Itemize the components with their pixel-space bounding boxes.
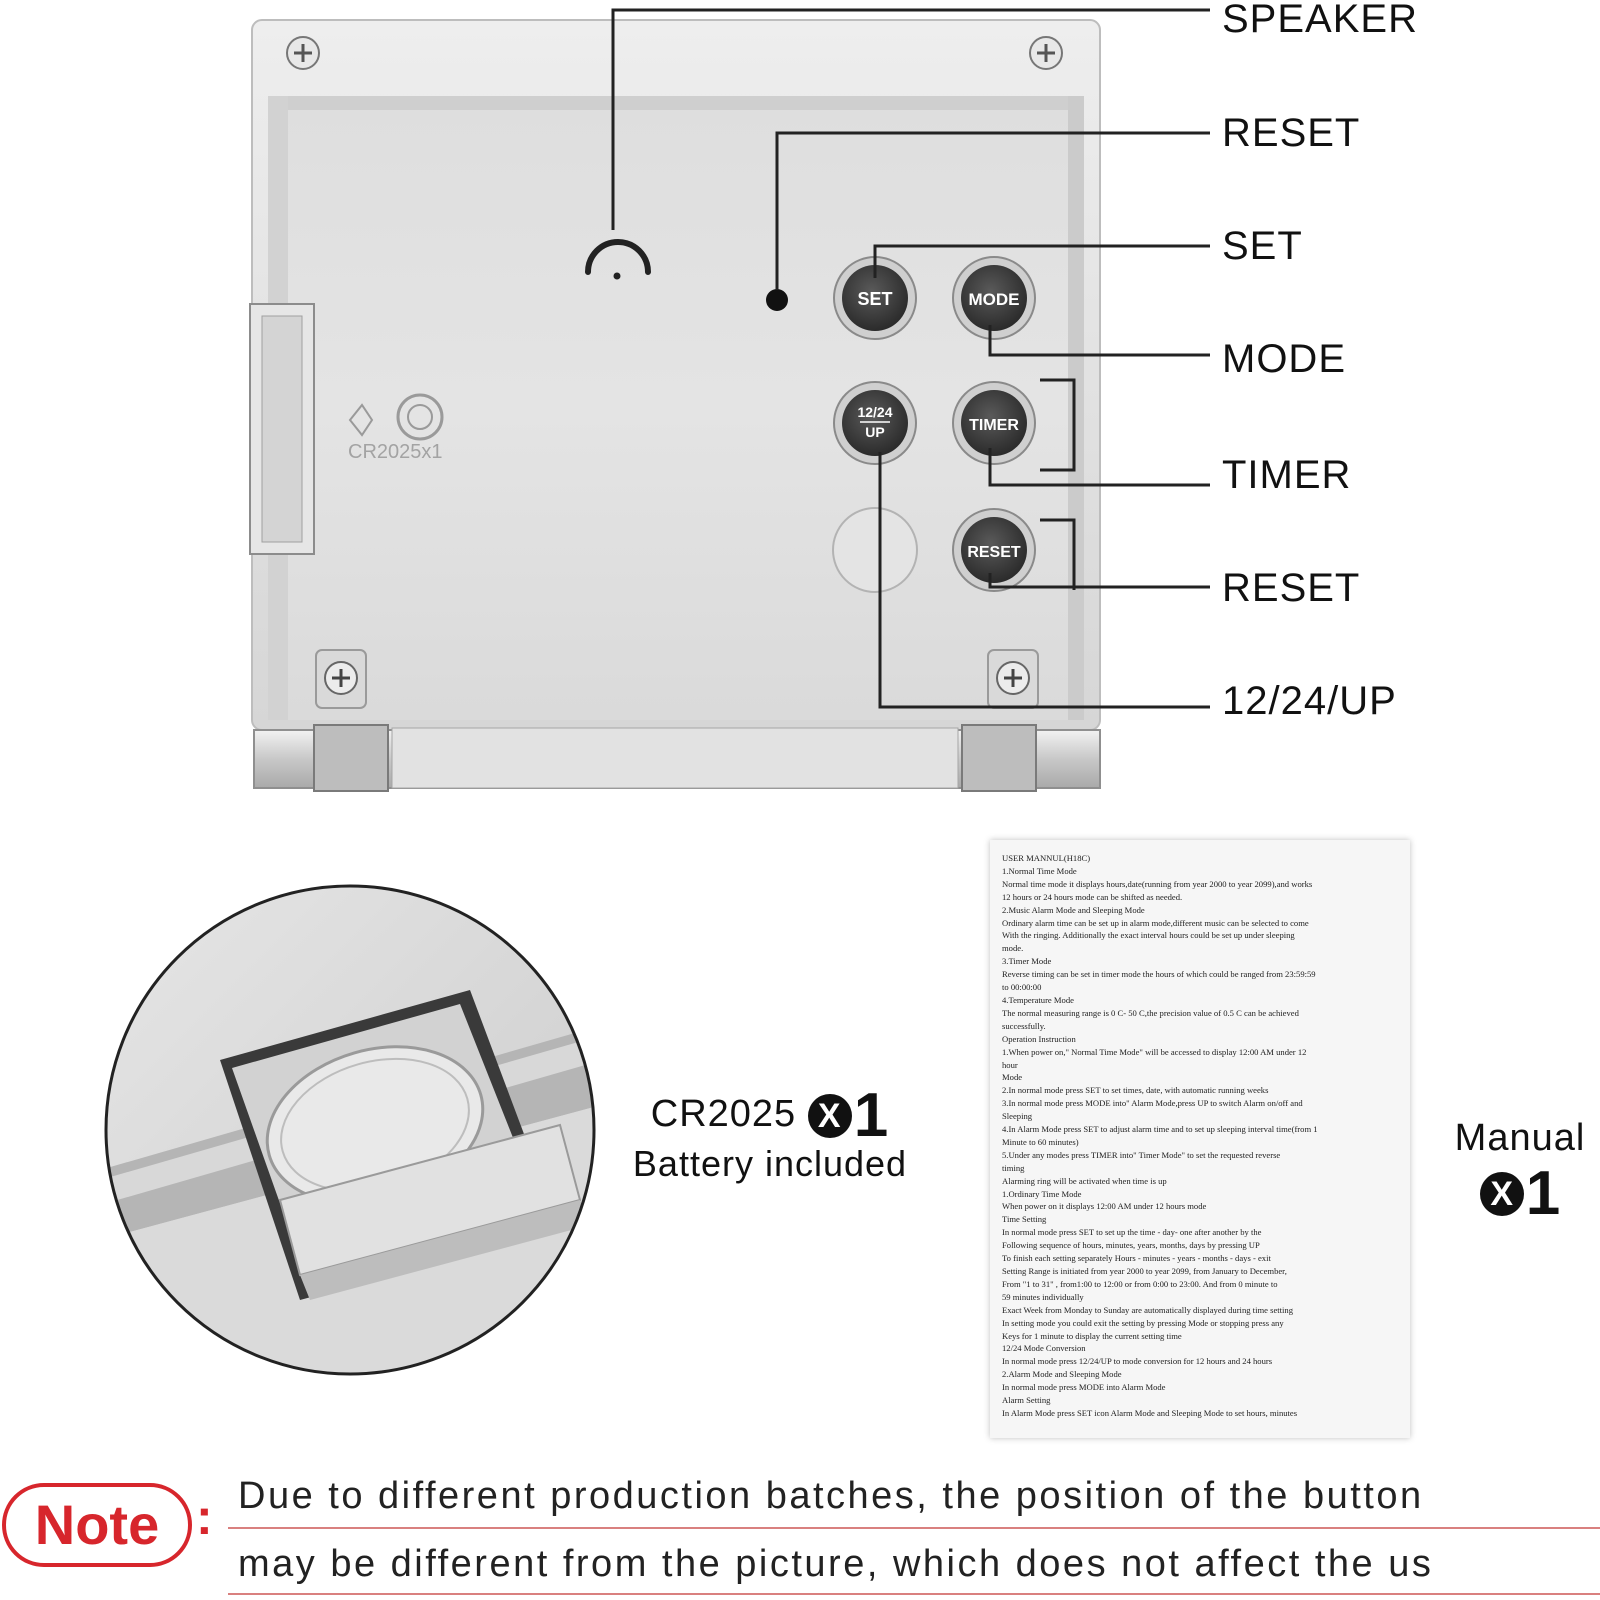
note-line-2: may be different from the picture, which does not affect the us [238,1543,1434,1585]
manual-text-line: 5.Under any modes press TIMER into" Timer Mode" to set the requested reverse [1002,1149,1281,1160]
manual-text-line: 4.Temperature Mode [1002,994,1074,1005]
set-button-label: SET [857,289,893,309]
battery-closeup [100,880,620,1400]
mode-button[interactable] [953,257,1035,339]
manual-text-line: 2.Alarm Mode and Sleeping Mode [1002,1369,1122,1380]
manual-text-line: Ordinary alarm time can be set up in alarm mode,different music can be selected to come [1002,917,1309,928]
manual-text-line: Time Setting [1002,1214,1047,1225]
reset-pinhole[interactable] [766,289,788,311]
multiply-icon: X [808,1094,852,1138]
note-underline [228,1527,1600,1529]
manual-text-line: Sleeping [1002,1111,1033,1122]
hinge [254,725,1100,791]
manual-text-line: Mode [1002,1072,1023,1083]
up-label: 12/24/UP [1222,679,1397,723]
battery-included-text: Battery included [632,1142,908,1184]
battery-caption [600,1080,940,1187]
note-section [0,1465,1600,1600]
manual-text-line: In normal mode press SET to set up the time - day- one after another by the [1002,1227,1262,1238]
user-manual-sheet [990,840,1410,1438]
manual-text-line: Reverse timing can be set in timer mode the hours of which could be ranged from 23:59:59 [1002,969,1316,980]
manual-text-line: 12/24 Mode Conversion [1002,1343,1086,1354]
manual-text-line: 3.Timer Mode [1002,956,1052,967]
reset-top-label: RESET [1222,111,1361,155]
reset-bottom-label: RESET [1222,566,1361,610]
screw-icon [316,650,366,708]
up-button-label-top: 12/24 [857,404,893,420]
reset-button[interactable] [953,509,1035,591]
manual-text-line: Keys for 1 minute to display the current setting time [1002,1330,1182,1341]
manual-text-line: To finish each setting separately Hours - minutes - years - months - days - exit [1002,1253,1271,1264]
timer-button-label: TIMER [969,417,1019,434]
manual-caption [1440,1115,1600,1228]
manual-text-line: In normal mode press 12/24/UP to mode conversion for 12 hours and 24 hours [1002,1356,1273,1367]
manual-text-line: 1.When power on," Normal Time Mode" will be accessed to display 12:00 AM under 12 [1002,1046,1307,1057]
manual-text-line: 1.Ordinary Time Mode [1002,1188,1082,1199]
mode-button-label: MODE [968,290,1020,309]
note-badge: Note [2,1483,192,1567]
manual-text-line: With the ringing. Additionally the exact interval hours could be set up under sleeping [1002,930,1295,941]
manual-count: X 1 [1480,1169,1560,1219]
manual-text-line: Operation Instruction [1002,1033,1076,1044]
manual-label: Manual [1454,1117,1586,1159]
manual-text-line: Alarming ring will be activated when time is up [1002,1175,1167,1186]
manual-text-line: The normal measuring range is 0 C- 50 C,the precision value of 0.5 C can be achieved [1002,1007,1299,1018]
manual-text-line: From "1 to 31" , from1:00 to 12:00 or from 0:00 to 23:00. And from 0 minute to [1002,1278,1278,1289]
manual-text-line: When power on it displays 12:00 AM under 12 hours mode [1002,1201,1207,1212]
battery-count: X 1 [808,1091,889,1141]
manual-text-line: Minute to 60 minutes) [1002,1136,1079,1147]
manual-text-line: Following sequence of hours, minutes, years, months, days by pressing UP [1002,1240,1260,1251]
manual-text-line: to 00:00:00 [1002,982,1042,993]
manual-text-line: Exact Week from Monday to Sunday are automatically displayed during time setting [1002,1304,1294,1315]
timer-button[interactable] [953,382,1035,464]
note-line-1: Due to different production batches, the position of the button [238,1475,1424,1517]
screw-icon [988,650,1038,708]
note-colon: : [196,1489,213,1545]
battery-model: CR2025 [650,1093,797,1135]
manual-text-line: 2.Music Alarm Mode and Sleeping Mode [1002,904,1145,915]
manual-text-line: In Alarm Mode press SET icon Alarm Mode and Sleeping Mode to set hours, minutes [1002,1407,1298,1418]
up-button[interactable] [834,382,916,464]
note-underline [228,1593,1600,1595]
manual-text-line: 12 hours or 24 hours mode can be shifted as needed. [1002,891,1183,902]
manual-text-line: hour [1002,1059,1018,1070]
manual-text-line: In normal mode press MODE into Alarm Mode [1002,1382,1166,1393]
battery-compartment-label: CR2025x1 [348,441,443,463]
screw-icon [287,37,319,69]
manual-text-line: timing [1002,1162,1025,1173]
mode-label: MODE [1222,337,1346,381]
manual-text-line: 4.In Alarm Mode press SET to adjust alarm time and to set up sleeping interval time(from 1 [1002,1124,1318,1135]
manual-text-line: 2.In normal mode press SET to set times, date, with automatic running weeks [1002,1085,1269,1096]
empty-button-slot [833,508,917,592]
multiply-icon: X [1480,1172,1524,1216]
manual-text-line: mode. [1002,943,1024,954]
manual-text-line: USER MANNUL(H18C) [1002,853,1091,863]
up-button-label-bottom: UP [865,424,885,440]
timer-label: TIMER [1222,453,1352,497]
manual-text-line: successfully. [1002,1020,1046,1031]
manual-text-line: Alarm Setting [1002,1395,1051,1406]
manual-text-line: Normal time mode it displays hours,date(running from year 2000 to year 2099),and works [1002,878,1313,889]
manual-text-line: In setting mode you could exit the setting by pressing Mode or stopping press any [1002,1317,1284,1328]
manual-text-line: 3.In normal mode press MODE into" Alarm Mode,press UP to switch Alarm on/off and [1002,1098,1303,1109]
manual-text-line: 1.Normal Time Mode [1002,865,1077,876]
screw-icon [1030,37,1062,69]
manual-text-line: 59 minutes individually [1002,1291,1084,1302]
speaker-label: SPEAKER [1222,0,1418,41]
set-label: SET [1222,224,1303,268]
reset-button-label: RESET [967,544,1021,561]
manual-text-line: Setting Range is initiated from year 2000 to year 2099, from January to December, [1002,1266,1287,1276]
